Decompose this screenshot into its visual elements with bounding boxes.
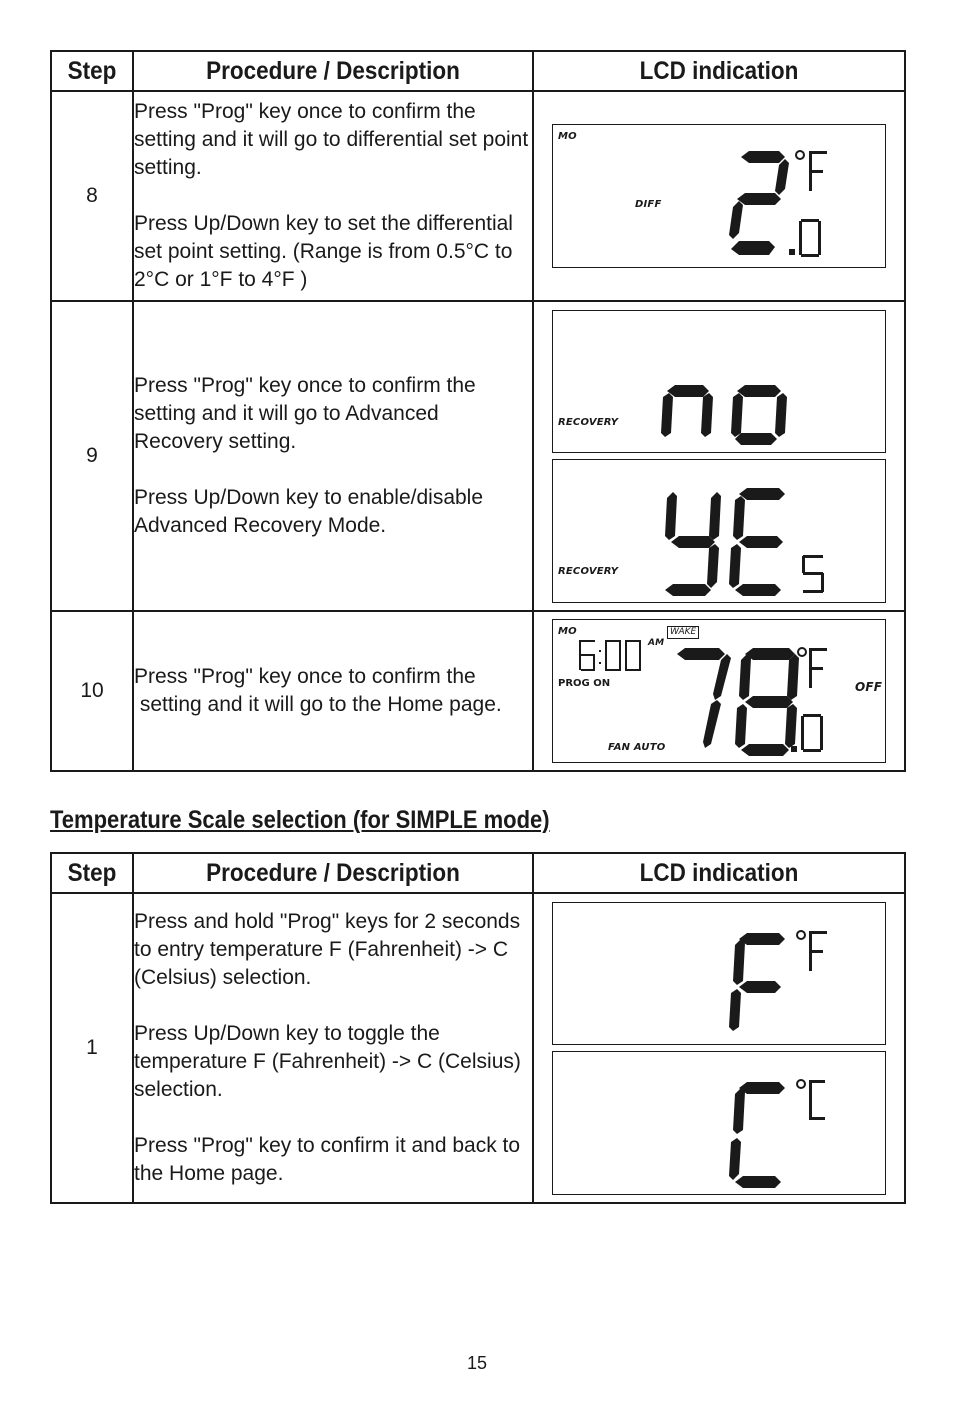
header-procedure: Procedure / Description xyxy=(153,51,513,91)
lcd-decimal xyxy=(789,219,821,257)
header-procedure: Procedure / Description xyxy=(153,853,513,893)
header-lcd: LCD indication xyxy=(552,51,887,91)
section-title: Temperature Scale selection (for SIMPLE mode) xyxy=(50,806,550,834)
procedure-text: Press Up/Down key to set the differential set point setting. (Range is from 0.5°C to 2°C or 1°F to 4°F ) xyxy=(134,212,513,291)
lcd-ampm: AM xyxy=(648,638,665,648)
lcd-display-yes xyxy=(552,459,886,603)
lcd-period: WAKE xyxy=(667,626,699,639)
lcd-letter-f xyxy=(553,903,885,1044)
lcd-unit-f xyxy=(809,648,827,688)
lcd-display-f xyxy=(552,902,886,1045)
lcd-unit-f xyxy=(809,151,827,191)
procedure-text: setting and it will go to the Home page. xyxy=(134,693,502,716)
lcd-fan: FAN AUTO xyxy=(608,742,666,753)
table-header-row xyxy=(51,51,905,91)
step-number: 10 xyxy=(51,611,133,771)
lcd-mode: OFF xyxy=(855,680,883,694)
lcd-label: RECOVERY xyxy=(558,416,619,428)
lcd-digit-2 xyxy=(729,151,789,255)
step-number: 9 xyxy=(51,301,133,611)
table-header-row xyxy=(51,853,905,893)
lcd-display xyxy=(552,124,886,268)
lcd-label: DIFF xyxy=(635,199,662,210)
procedure-cell xyxy=(133,91,533,301)
header-step: Step xyxy=(55,853,129,893)
procedure-cell xyxy=(133,893,533,1203)
lcd-temp xyxy=(677,648,799,756)
header-lcd: LCD indication xyxy=(552,853,887,893)
procedure-text: Press and hold "Prog" keys for 2 seconds to entry temperature F (Fahrenheit) -> C (Celsius) selection. xyxy=(134,910,521,989)
lcd-day: MO xyxy=(558,626,577,637)
procedure-cell xyxy=(133,301,533,611)
lcd-cell xyxy=(533,893,905,1203)
lcd-time xyxy=(579,640,641,671)
lcd-degree xyxy=(796,151,804,159)
lcd-cell xyxy=(533,301,905,611)
lcd-display-home xyxy=(552,619,886,763)
lcd-cell xyxy=(533,91,905,301)
lcd-prog: PROG ON xyxy=(558,678,611,689)
lcd-digits xyxy=(553,620,885,762)
procedure-table-2 xyxy=(50,852,906,1204)
page-number: 15 xyxy=(466,1353,488,1373)
header-step: Step xyxy=(55,51,129,91)
lcd-degree xyxy=(798,648,806,656)
procedure-table-1 xyxy=(50,50,906,772)
lcd-cell xyxy=(533,611,905,771)
table-row xyxy=(51,301,905,611)
procedure-text: Press Up/Down key to enable/disable Advanced Recovery Mode. xyxy=(134,486,484,537)
step-number: 8 xyxy=(51,91,133,301)
lcd-display-no xyxy=(552,310,886,453)
lcd-day: MO xyxy=(558,131,577,142)
procedure-text: Press "Prog" key once to confirm the xyxy=(134,665,476,688)
procedure-text: Press "Prog" key to confirm it and back to the Home page. xyxy=(134,1134,521,1185)
procedure-text: Press "Prog" key once to confirm the setting and it will go to Advanced Recovery setting. xyxy=(134,374,476,453)
table-row xyxy=(51,91,905,301)
table-row xyxy=(51,893,905,1203)
lcd-digits xyxy=(553,125,885,267)
lcd-text-yes xyxy=(553,460,885,602)
lcd-label: RECOVERY xyxy=(558,565,619,577)
procedure-cell xyxy=(133,611,533,771)
lcd-display-c xyxy=(552,1051,886,1195)
table-row xyxy=(51,611,905,771)
procedure-text: Press "Prog" key once to confirm the setting and it will go to differential set point setting. xyxy=(134,100,529,179)
procedure-text: Press Up/Down key to toggle the temperature F (Fahrenheit) -> C (Celsius) selection. xyxy=(134,1022,521,1101)
lcd-letter-c xyxy=(553,1052,885,1194)
lcd-text-no xyxy=(553,311,885,452)
step-number: 1 xyxy=(51,893,133,1203)
